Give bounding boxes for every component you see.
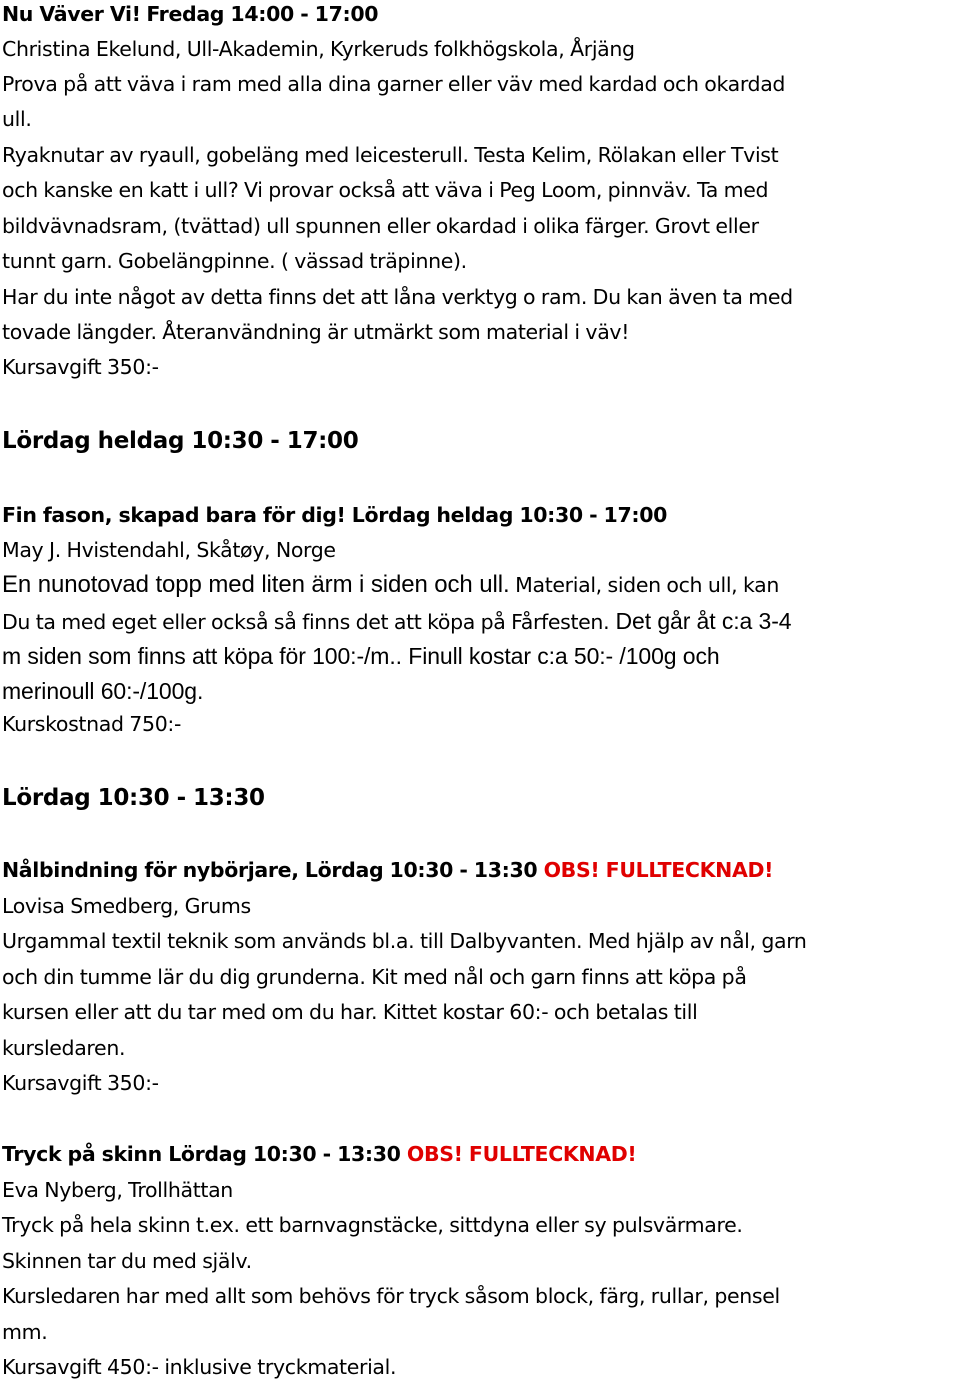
friday-desc-line-3: Ryaknutar av ryaull, gobeläng med leicesterull. Testa Kelim, Rölakan eller Tvist xyxy=(2,143,779,167)
tryck-course-title xyxy=(2,1139,636,1169)
nalbindning-teacher: Lovisa Smedberg, Grums xyxy=(2,894,251,918)
friday-desc-line-1: Prova på att väva i ram med alla dina garner eller väv med kardad och okardad xyxy=(2,72,786,96)
tryck-desc-line-2: Skinnen tar du med själv. xyxy=(2,1249,252,1273)
saturday-fullday-desc-line-2-amount: Det går åt c:a 3-4 xyxy=(609,608,792,634)
saturday-fullday-cost: Kurskostnad 750:- xyxy=(2,712,181,736)
tryck-teacher: Eva Nyberg, Trollhättan xyxy=(2,1178,233,1202)
nalbindning-desc-line-3: kursen eller att du tar med om du har. Kittet kostar 60:- och betalas till xyxy=(2,1000,698,1024)
nalbindning-fee: Kursavgift 350:- xyxy=(2,1071,159,1095)
friday-title xyxy=(2,0,378,29)
saturday-fullday-desc-line-4: merinoull 60:-/100g. xyxy=(2,678,204,704)
nalbindning-desc-line-1: Urgammal textil teknik som används bl.a. till Dalbyvanten. Med hjälp av nål, garn xyxy=(2,929,807,953)
nalbindning-desc-line-4: kursledaren. xyxy=(2,1036,126,1060)
friday-desc-line-5: bildvävnadsram, (tvättad) ull spunnen eller okardad i olika färger. Grovt eller xyxy=(2,214,759,238)
friday-desc-line-2: ull. xyxy=(2,107,32,131)
saturday-fullday-desc-line-2-main: Du ta med eget eller också så finns det att köpa på Fårfesten. xyxy=(2,610,610,634)
nalbindning-status-badge: OBS! FULLTECKNAD! xyxy=(543,858,774,882)
friday-title-name: Nu Väver Vi! xyxy=(2,2,141,26)
tryck-status-badge: OBS! FULLTECKNAD! xyxy=(406,1142,637,1166)
tryck-fee: Kursavgift 450:- inklusive tryckmaterial. xyxy=(2,1355,397,1379)
friday-desc-line-7: Har du inte något av detta finns det att låna verktyg o ram. Du kan även ta med xyxy=(2,285,793,309)
friday-title-time: Fredag 14:00 - 17:00 xyxy=(146,2,379,26)
tryck-title: Tryck på skinn Lördag 10:30 - 13:30 xyxy=(2,1142,401,1166)
tryck-desc-line-3: Kursledaren har med allt som behövs för tryck såsom block, färg, rullar, pensel xyxy=(2,1284,780,1308)
friday-fee: Kursavgift 350:- xyxy=(2,355,159,379)
tryck-desc-line-4: mm. xyxy=(2,1320,48,1344)
friday-desc-line-6: tunnt garn. Gobelängpinne. ( vässad träpinne). xyxy=(2,249,467,273)
saturday-fullday-desc-line-1-rest: Material, siden och ull, kan xyxy=(509,573,780,597)
saturday-fullday-desc-line-3: m siden som finns att köpa för 100:-/m.. Finull kostar c:a 50:- /100g och xyxy=(2,643,720,669)
tryck-desc-line-1: Tryck på hela skinn t.ex. ett barnvagnstäcke, sittdyna eller sy pulsvärmare. xyxy=(2,1213,743,1237)
friday-teacher: Christina Ekelund, Ull-Akademin, Kyrkeruds folkhögskola, Årjäng xyxy=(2,37,635,61)
saturday-fullday-course-title: Fin fason, skapad bara för dig! Lördag heldag 10:30 - 17:00 xyxy=(2,503,668,527)
saturday-fullday-desc-line-1-intro: En nunotovad topp med liten ärm i siden och ull. xyxy=(2,571,510,598)
nalbindning-desc-line-2: och din tumme lär du dig grunderna. Kit med nål och garn finns att köpa på xyxy=(2,965,747,989)
nalbindning-course-title xyxy=(2,855,773,885)
friday-desc-line-8: tovade längder. Återanvändning är utmärkt som material i väv! xyxy=(2,320,630,344)
saturday-morning-heading: Lördag 10:30 - 13:30 xyxy=(2,785,265,811)
saturday-fullday-teacher: May J. Hvistendahl, Skåtøy, Norge xyxy=(2,538,336,562)
saturday-fullday-desc-line-2 xyxy=(2,606,791,636)
saturday-fullday-desc-line-1 xyxy=(2,570,779,600)
nalbindning-title: Nålbindning för nybörjare, Lördag 10:30 - 13:30 xyxy=(2,858,538,882)
friday-desc-line-4: och kanske en katt i ull? Vi provar också att väva i Peg Loom, pinnväv. Ta med xyxy=(2,178,769,202)
saturday-fullday-heading: Lördag heldag 10:30 - 17:00 xyxy=(2,428,359,454)
